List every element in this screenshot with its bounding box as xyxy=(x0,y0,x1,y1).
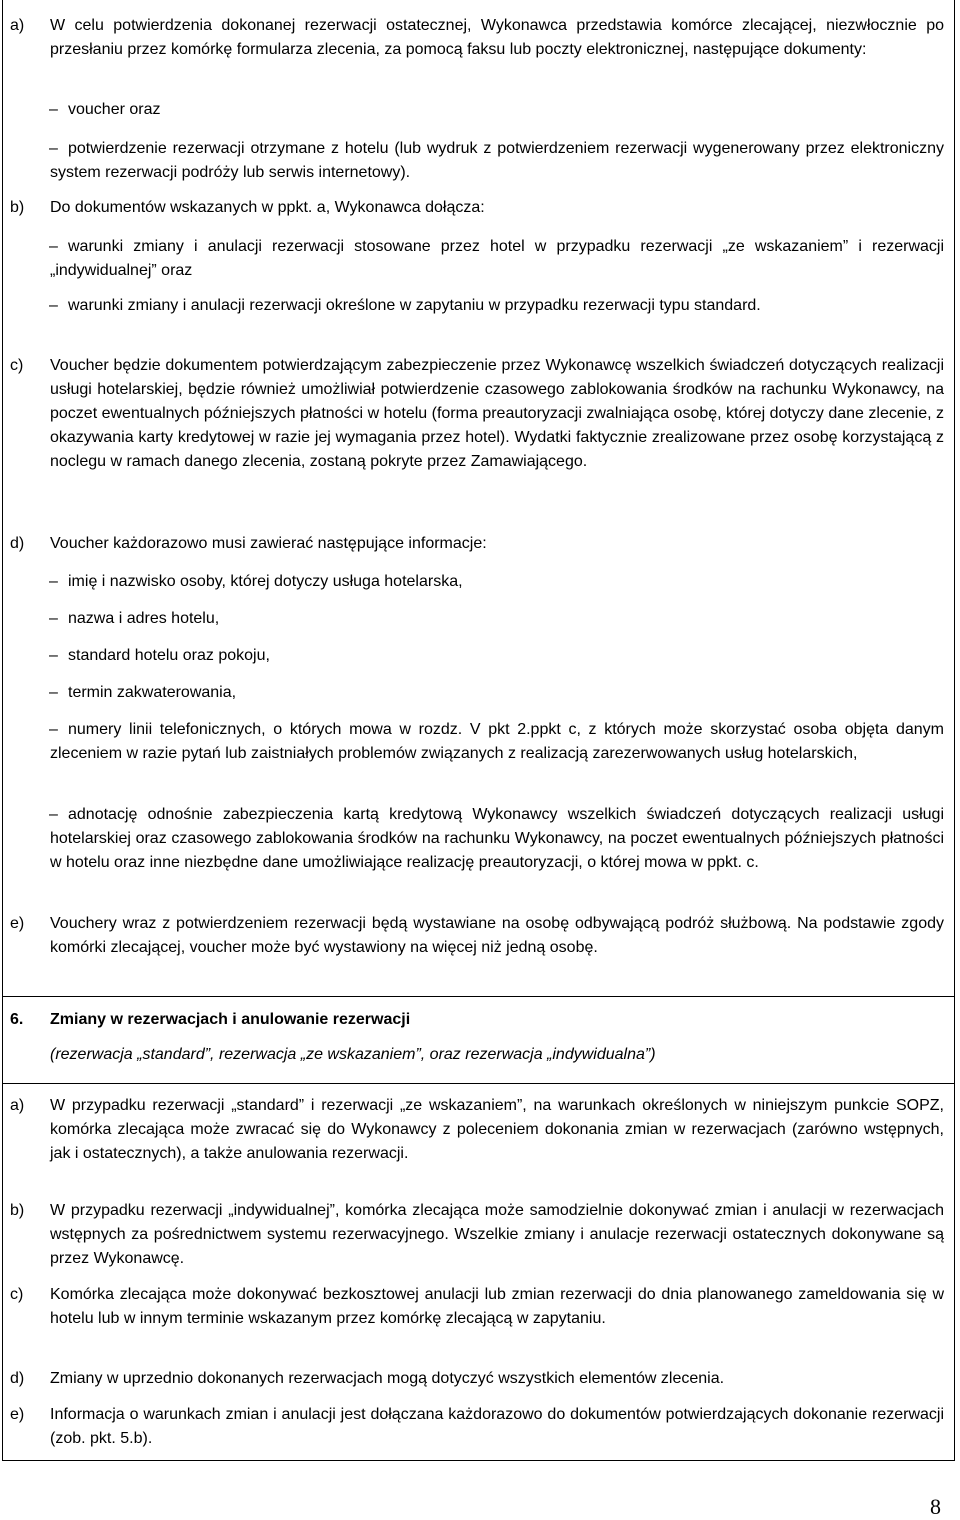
dash-marker: – xyxy=(49,806,58,823)
list-item: warunki zmiany i anulacji rezerwacji określone w zapytaniu w przypadku rezerwacji typu standard. xyxy=(68,297,761,314)
section-divider xyxy=(2,996,955,997)
item-text: W przypadku rezerwacji „indywidualnej”, komórka zlecająca może samodzielnie dokonywać zmian i anulacji w rezerwacjach wstępnych za pośrednictwem systemu rezerwacyjnego. Wszelkie zmiany i anulacje rezerwacji ostatecznych dokonywane są przez Wykonawcę. xyxy=(50,1202,944,1267)
section-title: Zmiany w rezerwacjach i anulowanie rezerwacji xyxy=(50,1011,411,1028)
dash-marker: – xyxy=(49,101,58,118)
item-label: e) xyxy=(10,915,25,932)
page-number: 8 xyxy=(930,1494,941,1519)
list-item: voucher oraz xyxy=(68,101,161,118)
item-label: b) xyxy=(10,1202,25,1219)
section-number: 6. xyxy=(10,1011,24,1028)
item-label: a) xyxy=(10,17,25,34)
item-text: W celu potwierdzenia dokonanej rezerwacji ostatecznej, Wykonawca przedstawia komórce zlecającej, niezwłocznie po przesłaniu przez komórkę formularza zlecenia, za pomocą faksu lub poczty elektronicznej, następujące dokumenty: xyxy=(50,17,944,58)
item-text: Do dokumentów wskazanych w ppkt. a, Wykonawca dołącza: xyxy=(50,199,485,216)
item-text: Voucher każdorazowo musi zawierać następujące informacje: xyxy=(50,535,487,552)
item-label: e) xyxy=(10,1406,25,1423)
list-item: imię i nazwisko osoby, której dotyczy usługa hotelarska, xyxy=(68,573,463,590)
item-text: W przypadku rezerwacji „standard” i rezerwacji „ze wskazaniem”, na warunkach określonych w niniejszym punkcie SOPZ, komórka zlecająca może zwracać się do Wykonawcy z poleceniem dokonania zmian w rezerwacjach (zarówno wstępnych, jak i ostatecznych), a także anulowania rezerwacji. xyxy=(50,1097,944,1162)
list-item: nazwa i adres hotelu, xyxy=(68,610,220,627)
list-item: standard hotelu oraz pokoju, xyxy=(68,647,270,664)
item-text: Voucher będzie dokumentem potwierdzającym zabezpieczenie przez Wykonawcę wszelkich świadczeń dotyczących realizacji usługi hotelarskiej, będzie również umożliwiał potwierdzenie czasowego zablokowania środków na rachunku Wykonawcy, na poczet ewentualnych późniejszych płatności w hotelu (forma preautoryzacji zwalniająca osobę, której dotyczy dane zlecenie, z okazywania karty kredytowej w razie jej wymagania przez hotel). Wydatki faktycznie zrealizowane przez osobę korzystającą z noclegu w ramach danego zlecenia, zostaną pokryte przez Zamawiającego. xyxy=(50,357,944,470)
dash-marker: – xyxy=(49,647,58,664)
item-label: a) xyxy=(10,1097,25,1114)
dash-marker: – xyxy=(49,140,58,157)
item-label: c) xyxy=(10,357,24,374)
section-divider xyxy=(2,1083,955,1084)
list-item: adnotację odnośnie zabezpieczenia kartą kredytową Wykonawcy wszelkich świadczeń dotyczących realizacji usługi hotelarskiej oraz czasowego zablokowania środków na rachunku Wykonawcy, na poczet ewentualnych późniejszych płatności w hotelu oraz inne niezbędne dane umożliwiające realizację preautoryzacji, o której mowa w ppkt. c. xyxy=(50,806,944,871)
dash-marker: – xyxy=(49,238,58,255)
item-text: Komórka zlecająca może dokonywać bezkosztowej anulacji lub zmian rezerwacji do dnia planowanego zameldowania się w hotelu lub w innym terminie wskazanym przez komórkę zlecającą w zapytaniu. xyxy=(50,1286,944,1327)
item-label: d) xyxy=(10,535,25,552)
dash-marker: – xyxy=(49,721,58,738)
dash-marker: – xyxy=(49,684,58,701)
item-text: Informacja o warunkach zmian i anulacji jest dołączana każdorazowo do dokumentów potwierdzających dokonanie rezerwacji (zob. pkt. 5.b). xyxy=(50,1406,944,1447)
item-label: d) xyxy=(10,1370,25,1387)
list-item: potwierdzenie rezerwacji otrzymane z hotelu (lub wydruk z potwierdzeniem rezerwacji wygenerowany przez elektroniczny system rezerwacji podróży lub serwis internetowy). xyxy=(50,140,944,181)
item-label: b) xyxy=(10,199,25,216)
list-item: termin zakwaterowania, xyxy=(68,684,237,701)
dash-marker: – xyxy=(49,610,58,627)
list-item: warunki zmiany i anulacji rezerwacji stosowane przez hotel w przypadku rezerwacji „ze wskazaniem” i rezerwacji „indywidualnej” oraz xyxy=(50,238,944,279)
dash-marker: – xyxy=(49,297,58,314)
item-text: Zmiany w uprzednio dokonanych rezerwacjach mogą dotyczyć wszystkich elementów zlecenia. xyxy=(50,1370,725,1387)
dash-marker: – xyxy=(49,573,58,590)
item-text: Vouchery wraz z potwierdzeniem rezerwacji będą wystawiane na osobę odbywającą podróż służbową. Na podstawie zgody komórki zlecającej, voucher może być wystawiony na więcej niż jedną osobę. xyxy=(50,915,944,956)
item-label: c) xyxy=(10,1286,24,1303)
list-item: numery linii telefonicznych, o których mowa w rozdz. V pkt 2.ppkt c, z których może skorzystać osoba objęta danym zleceniem w razie pytań lub zaistniałych problemów związanych z realizacją zarezerwowanych usług hotelarskich, xyxy=(50,721,944,762)
section-subtitle: (rezerwacja „standard”, rezerwacja „ze wskazaniem”, oraz rezerwacja „indywidualna”) xyxy=(50,1046,656,1063)
